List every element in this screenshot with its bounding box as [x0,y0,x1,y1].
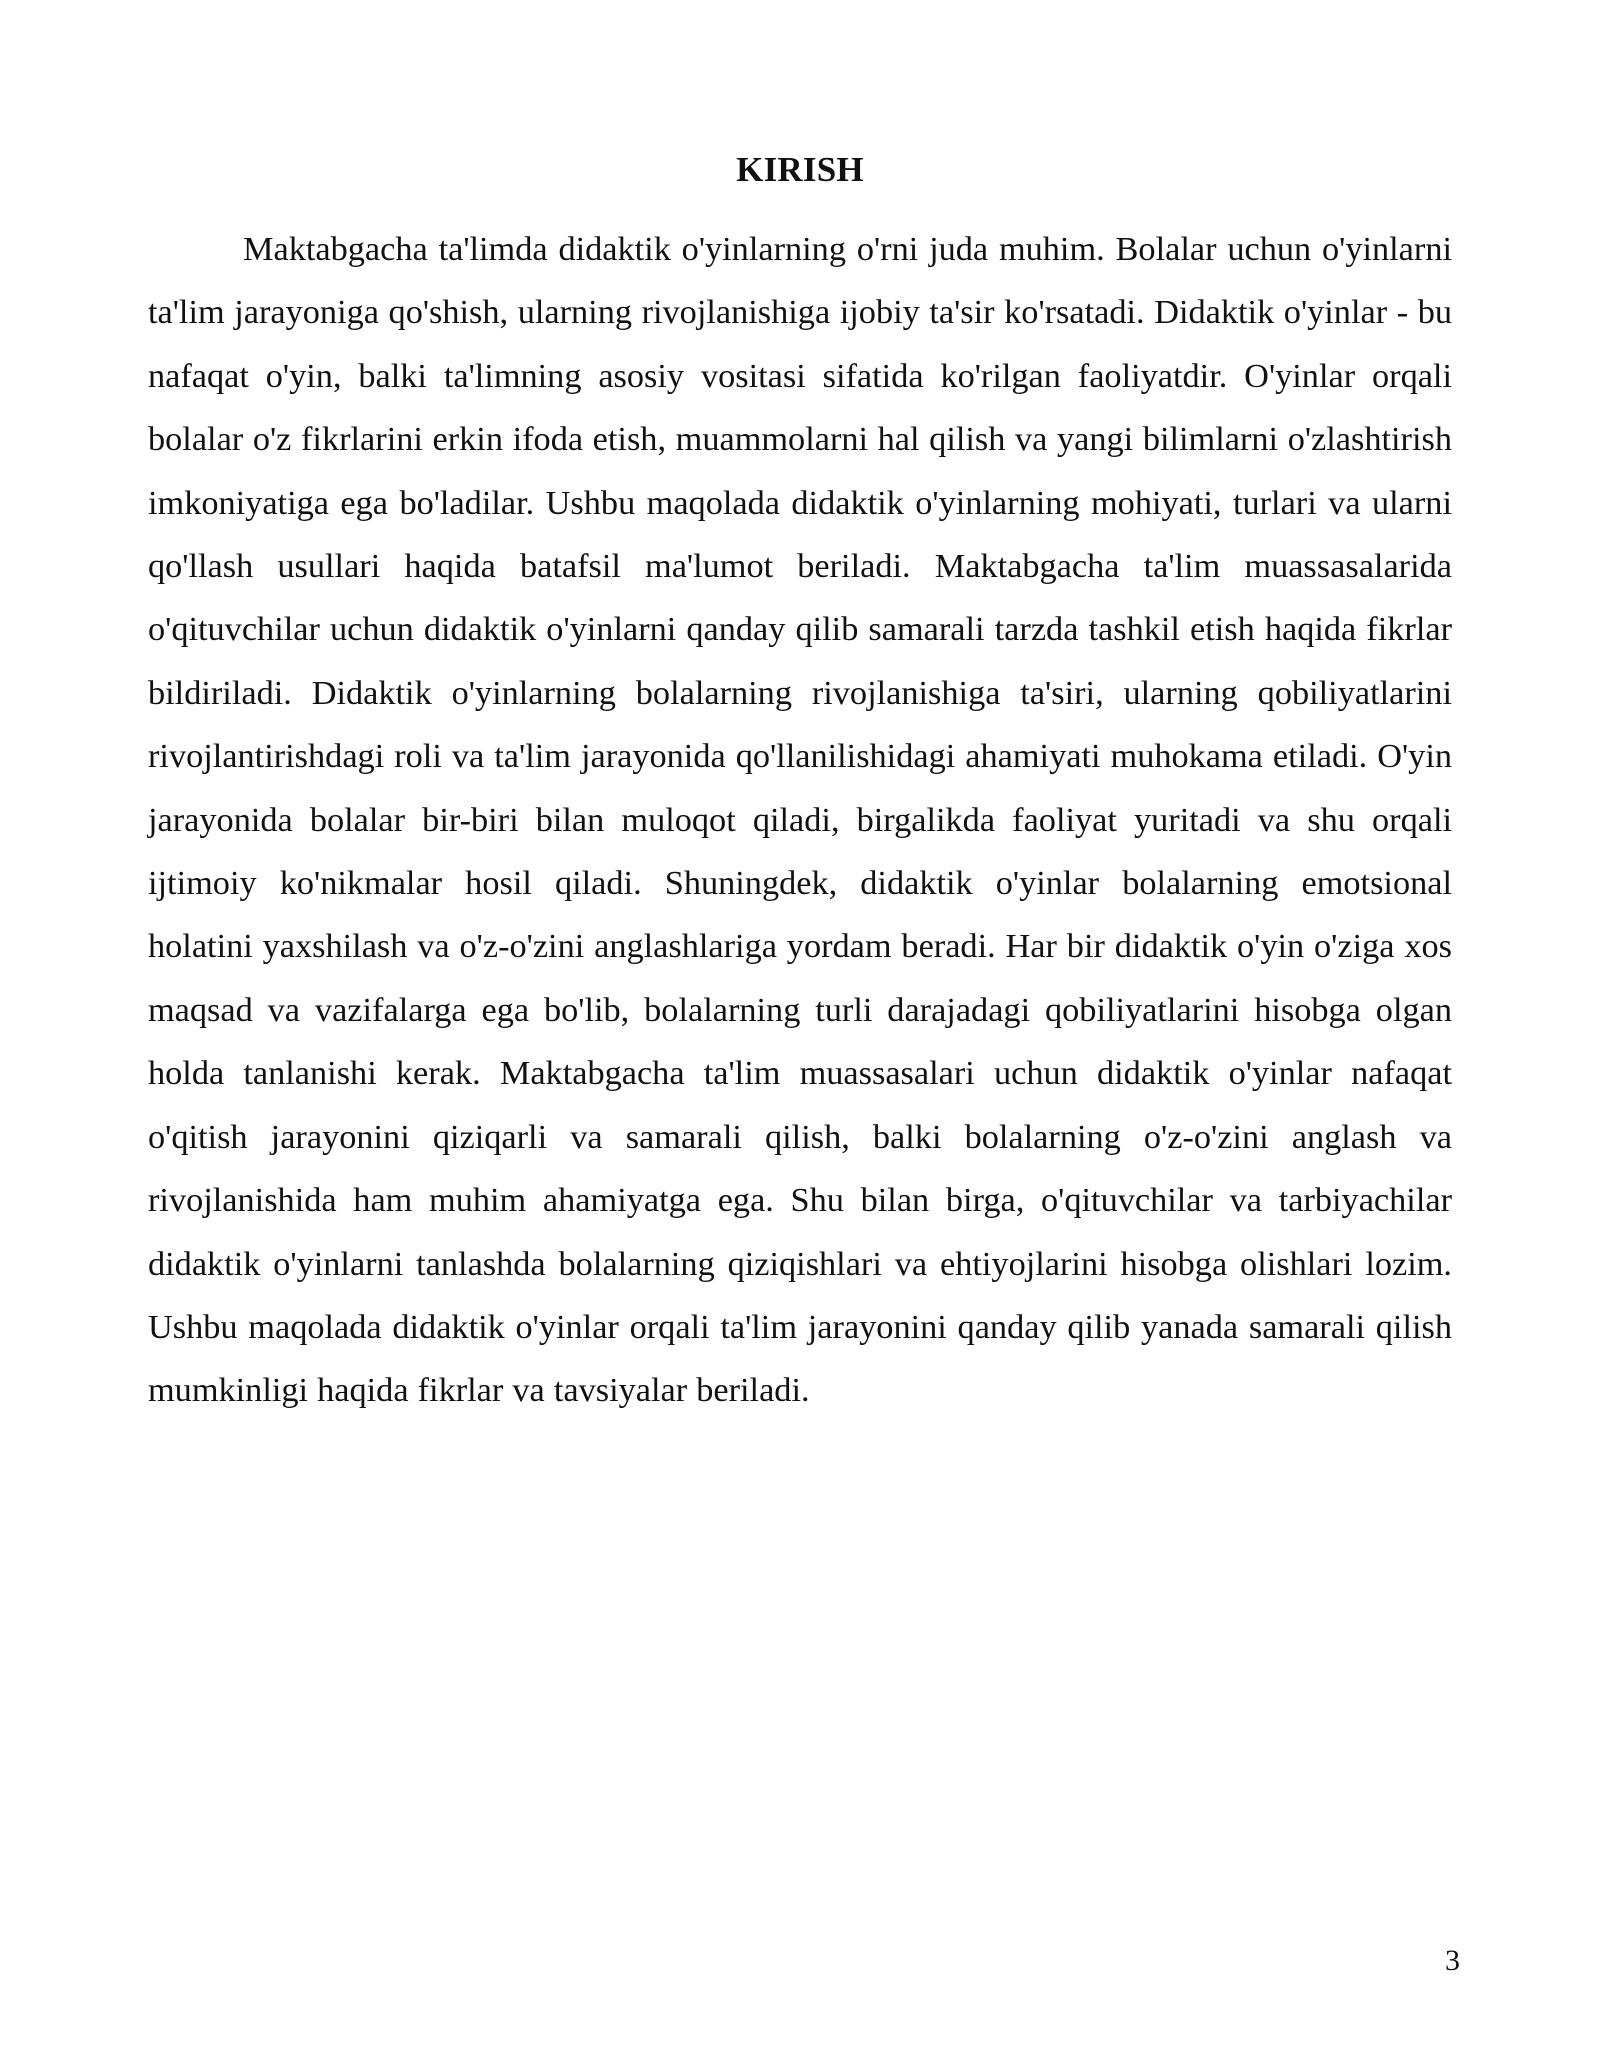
section-heading: KIRISH [736,150,864,189]
page-number: 3 [1445,1944,1460,1977]
body-paragraph: Maktabgacha ta'limda didaktik o'yinlarning o'rni juda muhim. Bolalar uchun o'yinlarni ta'lim jarayoniga qo'shish, ularning rivojlanishiga ijobiy ta'sir ko'rsatadi. Didaktik o'yinlar - bu nafaqat o'yin, balki ta'limning asosiy vositasi sifatida ko'rilgan faoliyatdir. O'yinlar orqali bolalar o'z fikrlarini erkin ifoda etish, muammolarni hal qilish va yangi bilimlarni o'zlashtirish imkoniyatiga ega bo'ladilar. Ushbu maqolada didaktik o'yinlarning mohiyati, turlari va ularni qo'llash usullari haqida batafsil ma'lumot beriladi. Maktabgacha ta'lim muassasalarida o'qituvchilar uchun didaktik o'yinlarni qanday qilib samarali tarzda tashkil etish haqida fikrlar bildiriladi. Didaktik o'yinlarning bolalarning rivojlanishiga ta'siri, ularning qobiliyatlarini rivojlantirishdagi roli va ta'lim jarayonida qo'llanilishidagi ahamiyati muhokama etiladi. O'yin jarayonida bolalar bir-biri bilan muloqot qiladi, birgalikda faoliyat yuritadi va shu orqali ijtimoiy ko'nikmalar hosil qiladi. Shuningdek, didaktik o'yinlar bolalarning emotsional holatini yaxshilash va o'z-o'zini anglashlariga yordam beradi. Har bir didaktik o'yin o'ziga xos maqsad va vazifalarga ega bo'lib, bolalarning turli darajadagi qobiliyatlarini hisobga olgan holda tanlanishi kerak. Maktabgacha ta'lim muassasalari uchun didaktik o'yinlar nafaqat o'qitish jarayonini qiziqarli va samarali qilish, balki bolalarning o'z-o'zini anglash va rivojlanishida ham muhim ahamiyatga ega. Shu bilan birga, o'qituvchilar va tarbiyachilar didaktik o'yinlarni tanlashda bolalarning qiziqishlari va ehtiyojlarini hisobga olishlari lozim. Ushbu maqolada didaktik o'yinlar orqali ta'lim jarayonini qanday qilib yanada samarali qilish mumkinligi haqida fikrlar va tavsiyalar beriladi. [148,230,1452,1410]
